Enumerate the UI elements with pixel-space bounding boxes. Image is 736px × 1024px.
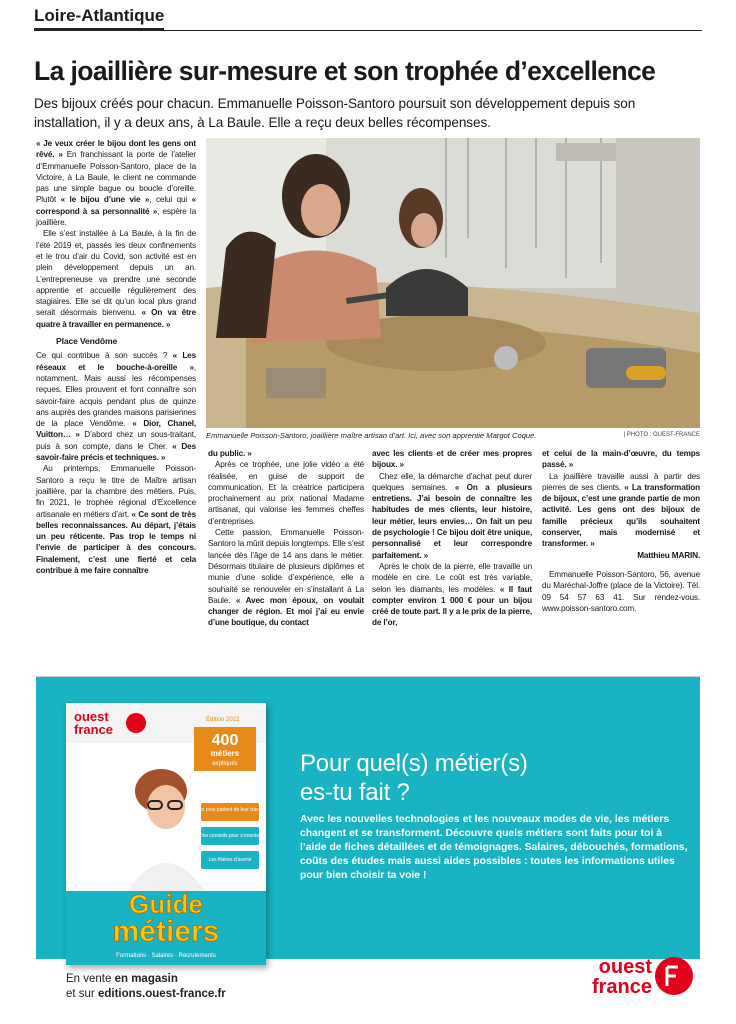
article-headline: La joaillière sur-mesure et son trophée d’excellence <box>34 56 656 86</box>
book-tag-2: Des conseils pour s’orienter <box>199 833 261 839</box>
ad-text: Avec les nouvelles technologies et les nouveaux modes de vie, les métiers changent et se transforment. Découvre quels métiers sont faits pour toi à l’aide de fiches détaillées et de témoignages. Salaires, débouchés, formations, coûts des études mais aussi aides possibles : toutes les informations utiles pour bien choisir ta voie ! <box>300 814 688 881</box>
sale-website-link[interactable]: editions.ouest-france.fr <box>97 988 226 1000</box>
logo-top: ouest <box>598 956 652 978</box>
paragraph: Cette passion, Emmanuelle Poisson-Santoro la mûrit depuis longtemps. Elle s’est lancée dès l’âge de 14 ans dans le métier. Désormais titulaire de plusieurs diplômes et munie d’une solide d’expérience, elle a souhaité se renouveler en s’installant à La Baule. « Avec mon époux, on voulait changer de région. Et moi j’ai eu envie d’une boutique, du contact <box>208 528 364 628</box>
paragraph: Chez elle, la démarche d’achat peut durer quelques semaines. « On a plusieurs entretiens. J’ai besoin de connaître les habitudes de mes clients, leur histoire, leur métier, leurs envies… On fait un peu de psychologie ! Ce bijou doit être unique, personnalisé et leur correspondre parfaitement. » <box>372 471 532 560</box>
paragraph: Ce qui contribue à son succès ? « Les réseaux et le bouche-à-oreille », notamment. Mais aussi les récompenses reçues. Elles prouvent et font connaître son savoir-faire acquis pendant plus de quinze ans auprès des grandes maisons parisiennes de la place Vendôme. « Dior, Chanel, Vuitton… » D’abord chez un sous-traitant, puis à son compte, dans le Cher. « Des savoir-faire précis et techniques. » <box>36 351 197 463</box>
advertisement <box>36 676 700 1007</box>
paragraph: « Je veux créer le bijou dont les gens ont rêvé. » En franchissant la porte de l’atelier d’Emmanuelle Poisson-Santoro, place de la Victoire, à La Baule, le client ne commande pas une simple bague ou boucle d’oreille. Plutôt « le bijou d’une vie », celui qui « correspond à sa personnalité », espère la joaillière. <box>36 139 196 228</box>
book-title-1: Guide <box>129 889 203 919</box>
ad-sale-info: En vente en magasin et sur editions.ouest-france.fr <box>66 973 226 1000</box>
book-count-label1: métiers <box>210 749 240 758</box>
paragraph: et celui de la main-d’œuvre, du temps passé. » <box>542 449 700 470</box>
article-column-2 <box>208 448 364 629</box>
book-brand-bottom: france <box>74 722 114 737</box>
ad-title <box>300 749 680 807</box>
paragraph: avec les clients et de créer mes propres bijoux. » <box>372 449 532 470</box>
sale-in-store: en magasin <box>114 973 178 985</box>
paragraph: Après le choix de la pierre, elle travaille un modèle en cire. Le coût est très variable, selon les diamants, les modèles. « Il faut compter environ 1 000 € pour un bijou créé de toute part. Il y a le prix de la pierre, de l’or, <box>372 561 533 628</box>
article-column-4 <box>542 448 700 614</box>
guide-book-cover <box>66 703 266 965</box>
ad-title-line-1: Pour quel(s) métier(s) <box>300 750 528 777</box>
book-tag-1: Les pros parlent de leur travail <box>196 807 264 813</box>
photo-caption <box>206 431 700 440</box>
ouest-france-logo <box>566 953 696 999</box>
article-standfirst: Des bijoux créés pour chacun. Emmanuelle Poisson-Santoro poursuit son développement depuis son installation, il y a deux ans, à La Baule. Elle a reçu deux belles récompenses. <box>34 96 636 130</box>
article-column-3 <box>372 448 532 629</box>
photo-credit: | PHOTO : OUEST-FRANCE <box>623 432 700 438</box>
book-edition: Édition 2022 <box>206 717 240 723</box>
book-cover-art <box>66 703 266 965</box>
section-rubric <box>34 6 702 31</box>
book-count: 400 <box>211 732 239 749</box>
paragraph: Au printemps, Emmanuelle Poisson-Santoro a reçu le titre de Maître artisan joaillière, par la chambre des métiers. Puis, fin 2021, le trophée régional d’Excellence artisanale en métiers d’art. « Ce sont de très belles reconnaissances. Au départ, j’étais un peu réticente. Pas trop le temps ni l’envie de participer à des concours. Finalement, c’est une fierté et cela contribue à me faire connaître <box>36 464 196 575</box>
article-column-1 <box>36 138 196 576</box>
book-brand-top: ouest <box>74 709 109 724</box>
contact-info: Emmanuelle Poisson-Santoro, 56, avenue du Maréchal-Joffre (place de la Victoire). Tél. 09 54 57 63 41. Sur rendez-vous. www.poisson-santoro.com. <box>542 569 700 613</box>
paragraph: La joaillière travaille aussi à partir des pierres de ses clients. « La transformation de bijoux, c’est une grande partie de mon activité. Les gens ont des bijoux de famille précieux qu’ils souhaitent conserver, mais modernisé et transformer. » <box>542 471 700 549</box>
author-signature: Matthieu MARIN. <box>637 550 700 560</box>
paragraph: Elle s’est installée à La Baule, à la fin de l’été 2019 et, passés les deux confinements et le trou d’air du Covid, son activité est en plein développement depuis un an. L’entrepreneuse va prendre une seconde apprentie et accueille régulièrement des stagiaires. Elle se dit qu’un local plus grand serait désormais bienvenu. « On va être quatre à travailler en permanence. » <box>36 229 196 329</box>
book-tag-3: Les filières d’avenir <box>208 857 252 863</box>
paragraph: Après ce trophée, une jolie vidéo a été réalisée, en guise de support de communication. Et la créatrice participera prochainement au prix national Madame artisanat, qui valorise les femmes cheffes d’entreprises. <box>208 460 364 526</box>
book-count-label2: expliqués <box>212 761 238 767</box>
book-title-2: métiers <box>112 915 220 948</box>
ad-title-line-2: es-tu fait ? <box>300 779 410 806</box>
book-footer: Formations · Salaires · Recrutements <box>116 953 216 959</box>
article-photo <box>206 138 700 428</box>
paragraph: du public. » <box>208 449 252 458</box>
caption-text: Emmanuelle Poisson-Santoro, joaillière maître artisan d’art. Ici, avec son apprentie Margot Coque. <box>206 431 537 440</box>
logo-bottom: france <box>591 976 652 998</box>
rubric-label: Loire-Atlantique <box>34 6 164 31</box>
workshop-photo-illustration <box>206 138 700 428</box>
subheading: Place Vendôme <box>56 336 118 347</box>
